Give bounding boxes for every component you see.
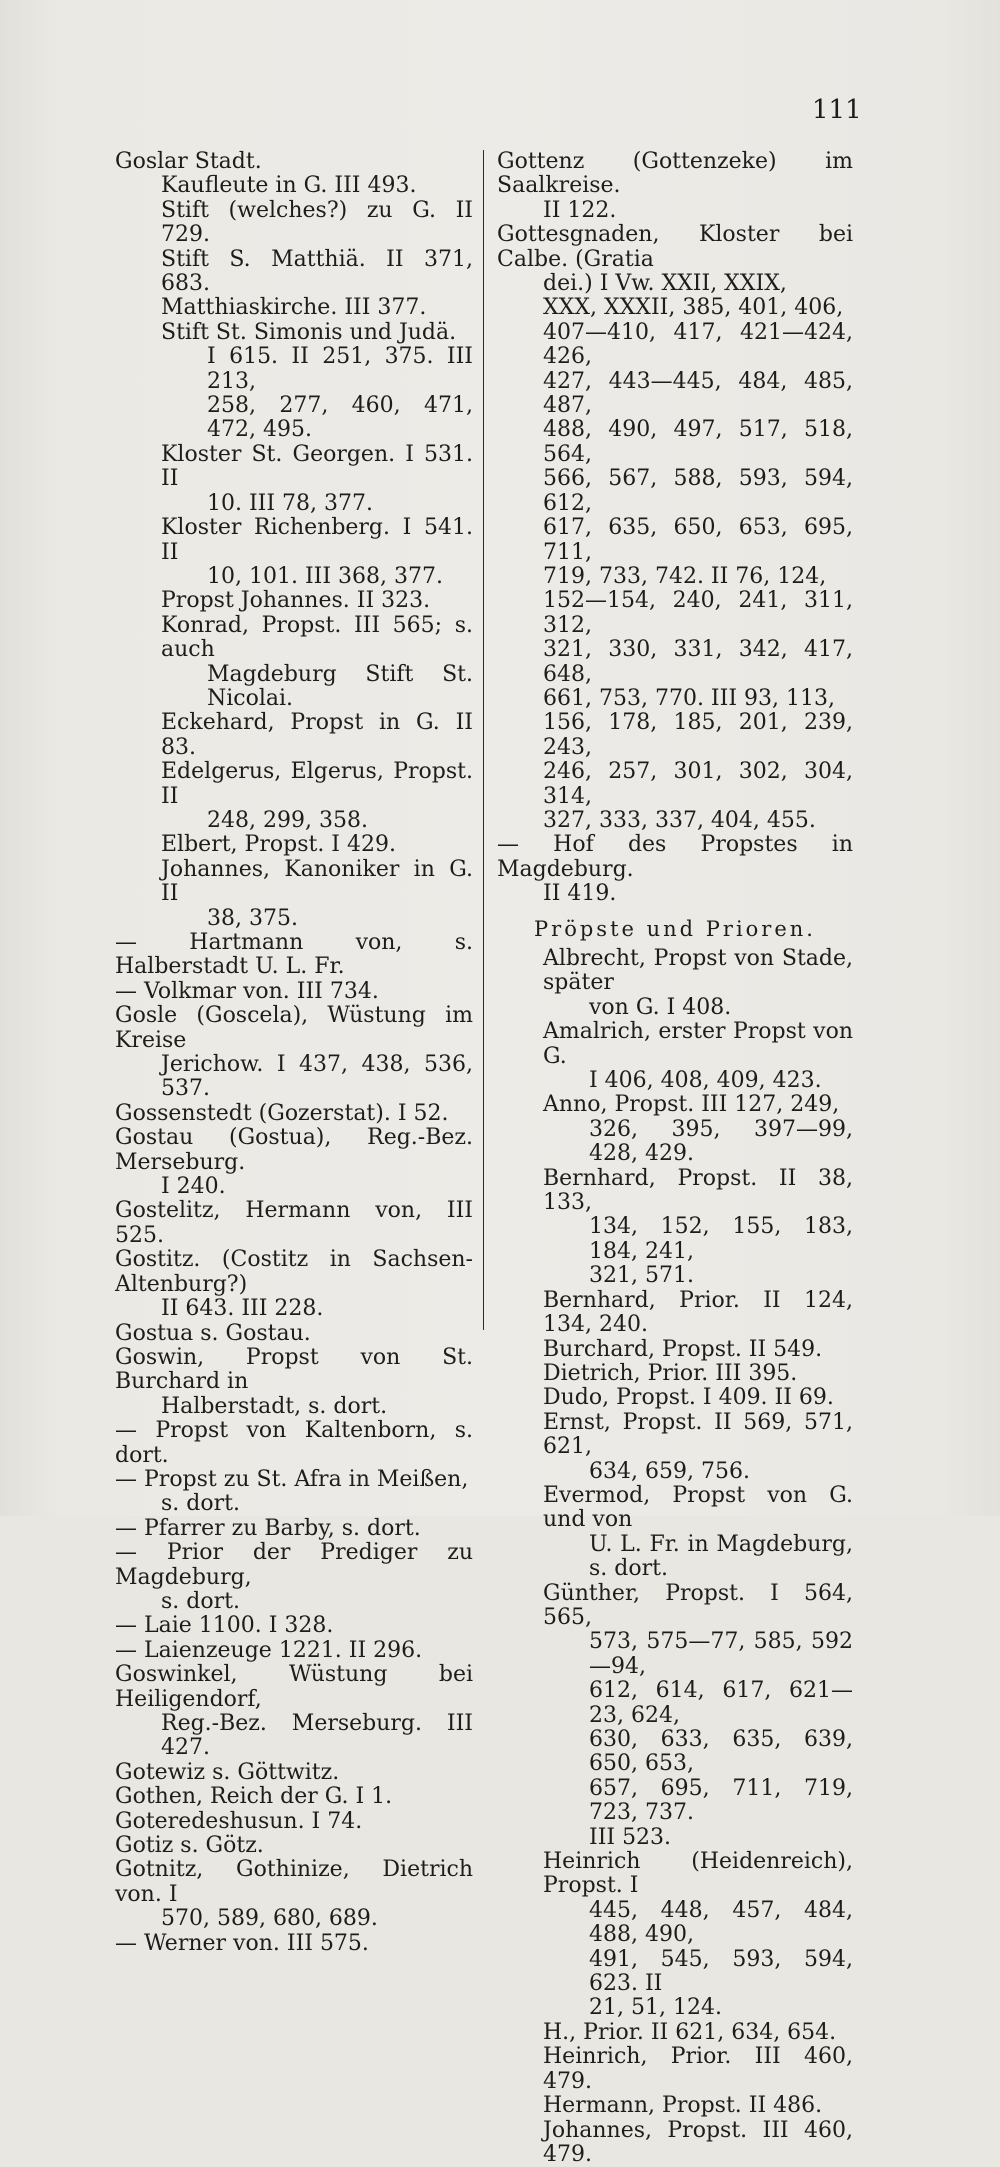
- entry-line: 573, 575—77, 585, 592—94,: [543, 1630, 853, 1679]
- entry-line: Halberstadt, s. dort.: [115, 1395, 473, 1419]
- index-entry: [115, 248, 473, 297]
- entry-line: dei.) I Vw. XXII, XXIX,: [497, 272, 853, 296]
- index-entry: [115, 516, 473, 589]
- entry-line: Gosle (Goscela), Wüstung im Kreise: [115, 1004, 473, 1053]
- entry-line: 657, 695, 711, 719, 723, 737.: [543, 1777, 853, 1826]
- entry-line: Ernst, Propst. II 569, 571, 621,: [543, 1411, 853, 1460]
- entry-line: 566, 567, 588, 593, 594, 612,: [497, 467, 853, 516]
- entry-line: Goslar Stadt.: [115, 150, 473, 174]
- entry-line: Eckehard, Propst in G. II 83.: [161, 711, 473, 760]
- entry-line: — Propst von Kaltenborn, s. dort.: [115, 1419, 473, 1468]
- entry-line: XXX, XXXII, 385, 401, 406,: [497, 296, 853, 320]
- entry-line: Propst Johannes. II 323.: [161, 589, 473, 613]
- entry-line: 491, 545, 593, 594, 623. II: [543, 1948, 853, 1997]
- index-entry: [497, 150, 853, 223]
- entry-line: von G. I 408.: [543, 996, 853, 1020]
- entry-line: Stift St. Simonis und Judä.: [161, 321, 473, 345]
- entry-line: 134, 152, 155, 183, 184, 241,: [543, 1215, 853, 1264]
- index-entry: [115, 760, 473, 833]
- entry-line: Gostitz. (Costitz in Sachsen-Altenburg?): [115, 1248, 473, 1297]
- index-entry: [497, 1850, 853, 2021]
- entry-line: — Pfarrer zu Barby, s. dort.: [115, 1517, 473, 1541]
- index-entry: [115, 443, 473, 516]
- entry-line: 248, 299, 358.: [161, 809, 473, 833]
- entry-line: 326, 395, 397—99, 428, 429.: [543, 1118, 853, 1167]
- entry-line: Heinrich, Prior. III 460, 479.: [543, 2045, 853, 2094]
- entry-line: II 643. III 228.: [115, 1297, 473, 1321]
- index-entry: [115, 1663, 473, 1761]
- right-column: [497, 150, 853, 2167]
- entry-line: U. L. Fr. in Magdeburg, s. dort.: [543, 1533, 853, 1582]
- index-entry: [497, 947, 853, 1020]
- index-entry: [497, 2119, 853, 2167]
- entry-line: 152—154, 240, 241, 311, 312,: [497, 589, 853, 638]
- entry-line: III 523.: [543, 1826, 853, 1850]
- entry-line: Dudo, Propst. I 409. II 69.: [543, 1386, 853, 1410]
- entry-line: Reg.-Bez. Merseburg. III 427.: [115, 1712, 473, 1761]
- index-entry: [497, 1167, 853, 1289]
- entry-line: 570, 589, 680, 689.: [115, 1907, 473, 1931]
- index-entry: [115, 1541, 473, 1614]
- entry-line: 10, 101. III 368, 377.: [161, 565, 473, 589]
- left-column: [115, 150, 473, 1956]
- index-entry: [115, 711, 473, 760]
- index-entry: [115, 1810, 473, 1834]
- index-entry: [115, 1517, 473, 1541]
- entry-line: Heinrich (Heidenreich), Propst. I: [543, 1850, 853, 1899]
- entry-line: Gostau (Gostua), Reg.-Bez. Merseburg.: [115, 1126, 473, 1175]
- entry-line: Gottenz (Gottenzeke) im Saalkreise.: [497, 150, 853, 199]
- entry-line: I 615. II 251, 375. III 213,: [161, 345, 473, 394]
- entry-line: Jerichow. I 437, 438, 536, 537.: [115, 1053, 473, 1102]
- entry-line: 617, 635, 650, 653, 695, 711,: [497, 516, 853, 565]
- index-entry: [497, 1484, 853, 1582]
- right-column-entries: [497, 150, 853, 907]
- entry-line: Günther, Propst. I 564, 565,: [543, 1582, 853, 1631]
- entry-line: — Werner von. III 575.: [115, 1932, 473, 1956]
- index-entry: [115, 1419, 473, 1468]
- entry-line: Gossenstedt (Gozerstat). I 52.: [115, 1102, 473, 1126]
- entry-line: Gotiz s. Götz.: [115, 1834, 473, 1858]
- entry-line: Elbert, Propst. I 429.: [161, 833, 473, 857]
- entry-line: Goswin, Propst von St. Burchard in: [115, 1346, 473, 1395]
- entry-line: s. dort.: [115, 1590, 473, 1614]
- entry-line: 427, 443—445, 484, 485, 487,: [497, 370, 853, 419]
- entry-line: 246, 257, 301, 302, 304, 314,: [497, 760, 853, 809]
- index-entry: [115, 1761, 473, 1785]
- entry-line: Gottesgnaden, Kloster bei Calbe. (Gratia: [497, 223, 853, 272]
- index-entry: [497, 2045, 853, 2094]
- entry-line: Goswinkel, Wüstung bei Heiligendorf,: [115, 1663, 473, 1712]
- entry-line: Kloster Richenberg. I 541. II: [161, 516, 473, 565]
- entry-line: 612, 614, 617, 621—23, 624,: [543, 1679, 853, 1728]
- index-entry: [115, 296, 473, 320]
- page-number: 111: [812, 95, 852, 125]
- section-entries: [497, 947, 853, 2167]
- index-entry: [497, 1362, 853, 1386]
- entry-line: II 122.: [497, 199, 853, 223]
- index-entry: [115, 858, 473, 931]
- index-entry: [115, 199, 473, 248]
- index-entry: [115, 1834, 473, 1858]
- entry-line: Gothen, Reich der G. I 1.: [115, 1785, 473, 1809]
- index-entry: [115, 614, 473, 712]
- entry-line: 321, 571.: [543, 1264, 853, 1288]
- entry-line: — Volkmar von. III 734.: [115, 980, 473, 1004]
- index-entry: [115, 1932, 473, 1956]
- entry-line: Goteredeshusun. I 74.: [115, 1810, 473, 1834]
- entry-line: 258, 277, 460, 471, 472, 495.: [161, 394, 473, 443]
- entry-line: Magdeburg Stift St. Nicolai.: [161, 663, 473, 712]
- entry-line: 21, 51, 124.: [543, 1996, 853, 2020]
- entry-line: Albrecht, Propst von Stade, später: [543, 947, 853, 996]
- index-entry: [115, 980, 473, 1004]
- entry-line: 719, 733, 742. II 76, 124,: [497, 565, 853, 589]
- index-entry: [497, 1020, 853, 1093]
- entry-line: Dietrich, Prior. III 395.: [543, 1362, 853, 1386]
- entry-line: — Hof des Propstes in Magdeburg.: [497, 833, 853, 882]
- index-entry: [115, 1199, 473, 1248]
- entry-line: Matthiaskirche. III 377.: [161, 296, 473, 320]
- entry-line: 10. III 78, 377.: [161, 492, 473, 516]
- entry-line: 488, 490, 497, 517, 518, 564,: [497, 418, 853, 467]
- index-entry: [115, 589, 473, 613]
- index-entry: [115, 321, 473, 443]
- column-divider: [483, 150, 484, 1330]
- entry-line: s. dort.: [115, 1492, 473, 1516]
- entry-line: 327, 333, 337, 404, 455.: [497, 809, 853, 833]
- entry-line: — Propst zu St. Afra in Meißen,: [115, 1468, 473, 1492]
- entry-line: Stift S. Matthiä. II 371, 683.: [161, 248, 473, 297]
- entry-line: 634, 659, 756.: [543, 1460, 853, 1484]
- entry-line: Konrad, Propst. III 565; s. auch: [161, 614, 473, 663]
- index-entry: [115, 1126, 473, 1199]
- index-entry: [497, 2094, 853, 2118]
- index-entry: [497, 833, 853, 906]
- entry-line: Evermod, Propst von G. und von: [543, 1484, 853, 1533]
- entry-line: Gotnitz, Gothinize, Dietrich von. I: [115, 1858, 473, 1907]
- entry-line: 156, 178, 185, 201, 239, 243,: [497, 711, 853, 760]
- entry-line: H., Prior. II 621, 634, 654.: [543, 2021, 853, 2045]
- entry-line: Gotewiz s. Göttwitz.: [115, 1761, 473, 1785]
- index-entry: [115, 1614, 473, 1638]
- entry-line: — Prior der Prediger zu Magdeburg,: [115, 1541, 473, 1590]
- index-entry: [497, 2021, 853, 2045]
- entry-line: 445, 448, 457, 484, 488, 490,: [543, 1899, 853, 1948]
- index-entry: [115, 174, 473, 198]
- entry-line: 407—410, 417, 421—424, 426,: [497, 321, 853, 370]
- index-entry: [497, 1411, 853, 1484]
- entry-line: Johannes, Kanoniker in G. II: [161, 858, 473, 907]
- entry-line: Bernhard, Propst. II 38, 133,: [543, 1167, 853, 1216]
- entry-line: Kaufleute in G. III 493.: [161, 174, 473, 198]
- entry-line: — Laie 1100. I 328.: [115, 1614, 473, 1638]
- entry-line: Gostelitz, Hermann von, III 525.: [115, 1199, 473, 1248]
- entry-line: Bernhard, Prior. II 124, 134, 240.: [543, 1289, 853, 1338]
- index-entry: [497, 1386, 853, 1410]
- entry-line: Hermann, Propst. II 486.: [543, 2094, 853, 2118]
- entry-line: Burchard, Propst. II 549.: [543, 1338, 853, 1362]
- entry-line: Anno, Propst. III 127, 249,: [543, 1093, 853, 1117]
- index-entry: [115, 1248, 473, 1321]
- entry-line: 38, 375.: [161, 907, 473, 931]
- entry-line: — Laienzeuge 1221. II 296.: [115, 1639, 473, 1663]
- index-entry: [115, 833, 473, 857]
- entry-line: 321, 330, 331, 342, 417, 648,: [497, 638, 853, 687]
- index-entry: [497, 1093, 853, 1166]
- entry-line: I 406, 408, 409, 423.: [543, 1069, 853, 1093]
- entry-line: Edelgerus, Elgerus, Propst. II: [161, 760, 473, 809]
- index-entry: [115, 1346, 473, 1419]
- entry-line: 630, 633, 635, 639, 650, 653,: [543, 1728, 853, 1777]
- index-entry: [115, 1004, 473, 1102]
- index-entry: [497, 1289, 853, 1338]
- index-entry: [115, 1322, 473, 1346]
- index-entry: [115, 1468, 473, 1517]
- index-entry: [115, 1858, 473, 1931]
- section-heading: Pröpste und Prioren.: [497, 917, 853, 941]
- index-entry: [115, 1785, 473, 1809]
- index-entry: [115, 931, 473, 980]
- entry-line: Amalrich, erster Propst von G.: [543, 1020, 853, 1069]
- entry-line: 661, 753, 770. III 93, 113,: [497, 687, 853, 711]
- index-entry: [115, 1639, 473, 1663]
- index-entry: [497, 1338, 853, 1362]
- entry-line: Stift (welches?) zu G. II 729.: [161, 199, 473, 248]
- index-entry: [115, 1102, 473, 1126]
- entry-line: I 240.: [115, 1175, 473, 1199]
- index-entry: [497, 223, 853, 833]
- entry-line: Kloster St. Georgen. I 531. II: [161, 443, 473, 492]
- entry-line: Gostua s. Gostau.: [115, 1322, 473, 1346]
- index-entry: [115, 150, 473, 174]
- entry-line: Johannes, Propst. III 460, 479.: [543, 2119, 853, 2167]
- entry-line: II 419.: [497, 882, 853, 906]
- index-entry: [497, 1582, 853, 1850]
- entry-line: — Hartmann von, s. Halberstadt U. L. Fr.: [115, 931, 473, 980]
